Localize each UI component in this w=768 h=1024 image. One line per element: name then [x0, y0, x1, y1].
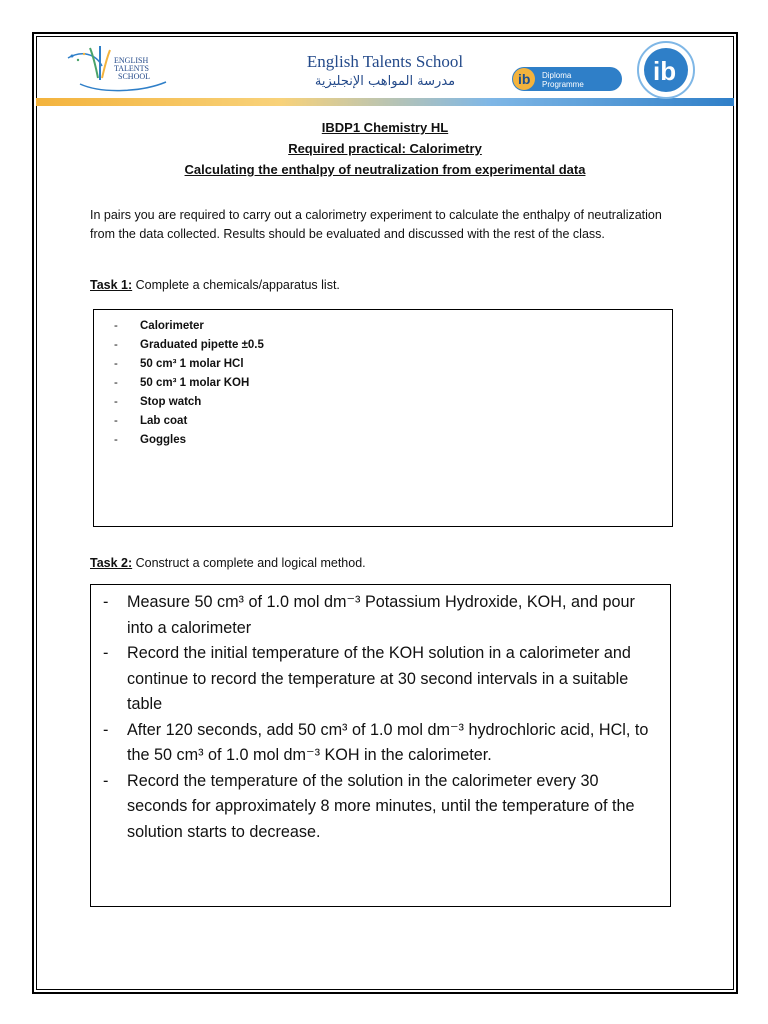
list-item-text: Graduated pipette ±0.5: [140, 339, 264, 351]
school-logo-line-3: SCHOOL: [118, 72, 151, 81]
method-step: - Record the initial temperature of the KOH solution in a calorimeter and continue to record the temperature at 30 second intervals in a suitable table: [103, 644, 631, 713]
method-steps: [103, 590, 663, 845]
list-item-text: 50 cm³ 1 molar HCl: [140, 358, 244, 370]
practical-title: Required practical: Calorimetry: [288, 141, 482, 156]
ib-logo: [626, 40, 706, 100]
diploma-programme-logo: [512, 67, 622, 91]
task1-text: Complete a chemicals/apparatus list.: [132, 278, 340, 292]
school-name-english: English Talents School: [306, 52, 464, 71]
list-item: - Graduated pipette ±0.5: [114, 339, 264, 351]
school-name-arabic: مدرسة المواهب الإنجليزية: [314, 74, 456, 89]
task1-label: Task 1:: [90, 278, 133, 292]
school-name: [270, 52, 500, 89]
task1-answer-box: [93, 309, 673, 527]
ib-logo-text: ib: [653, 56, 677, 86]
method-step: - After 120 seconds, add 50 cm³ of 1.0 mol dm⁻³ hydrochloric acid, HCl, to the 50 cm³ of 1.0 mol dm⁻³ KOH in the calorimeter.: [103, 720, 649, 764]
apparatus-list: [114, 317, 264, 450]
topic-title: Calculating the enthalpy of neutralization from experimental data: [184, 162, 586, 177]
method-step: - Measure 50 cm³ of 1.0 mol dm⁻³ Potassium Hydroxide, KOH, and pour into a calorimeter: [103, 593, 635, 637]
list-item: - Stop watch: [114, 396, 202, 408]
method-step-text: After 120 seconds, add 50 cm³ of 1.0 mol dm⁻³ hydrochloric acid, HCl, to the 50 cm³ of 1.0 mol dm⁻³ KOH in the calorimeter.: [127, 720, 649, 764]
course-title: IBDP1 Chemistry HL: [321, 120, 449, 135]
document-titles: [80, 117, 690, 180]
svg-text:ib: ib: [518, 71, 531, 87]
task1-heading: [90, 278, 340, 292]
list-item-text: Lab coat: [140, 415, 188, 427]
list-item: - Lab coat: [114, 415, 188, 427]
list-item: - Goggles: [114, 434, 187, 446]
list-item: - 50 cm³ 1 molar KOH: [114, 377, 250, 389]
list-item-text: Stop watch: [140, 396, 202, 408]
method-step: - Record the temperature of the solution in the calorimeter every 30 seconds for approximately 8 more minutes, until the temperature of the solution starts to decrease.: [103, 771, 635, 841]
method-step-text: Measure 50 cm³ of 1.0 mol dm⁻³ Potassium Hydroxide, KOH, and pour into a calorimeter: [127, 593, 635, 637]
task2-answer-box: [90, 584, 671, 907]
school-logo: [62, 44, 172, 94]
task2-label: Task 2:: [90, 556, 133, 570]
list-item: - 50 cm³ 1 molar HCl: [114, 358, 244, 370]
method-step-text: Record the initial temperature of the KOH solution in a calorimeter and continue to record the temperature at 30 second intervals in a suitable table: [127, 644, 631, 713]
list-item: - Calorimeter: [114, 320, 204, 332]
method-step-text: Record the temperature of the solution in the calorimeter every 30 seconds for approximately 8 more minutes, until the temperature of the solution starts to decrease.: [127, 771, 635, 841]
task2-text: Construct a complete and logical method.: [132, 556, 366, 570]
list-item-text: Goggles: [140, 434, 187, 446]
school-logo-line-2: TALENTS: [114, 64, 149, 73]
dp-logo-line-1: Diploma: [542, 71, 572, 80]
intro-paragraph: In pairs you are required to carry out a calorimetry experiment to calculate the enthalpy of neutralization from the data collected. Results should be evaluated and discussed with the rest of the class.: [90, 208, 662, 241]
list-item-text: Calorimeter: [140, 320, 204, 332]
dp-logo-line-2: Programme: [542, 80, 584, 89]
list-item-text: 50 cm³ 1 molar KOH: [140, 377, 250, 389]
task2-heading: [90, 556, 366, 570]
school-logo-line-1: ENGLISH: [114, 56, 149, 65]
